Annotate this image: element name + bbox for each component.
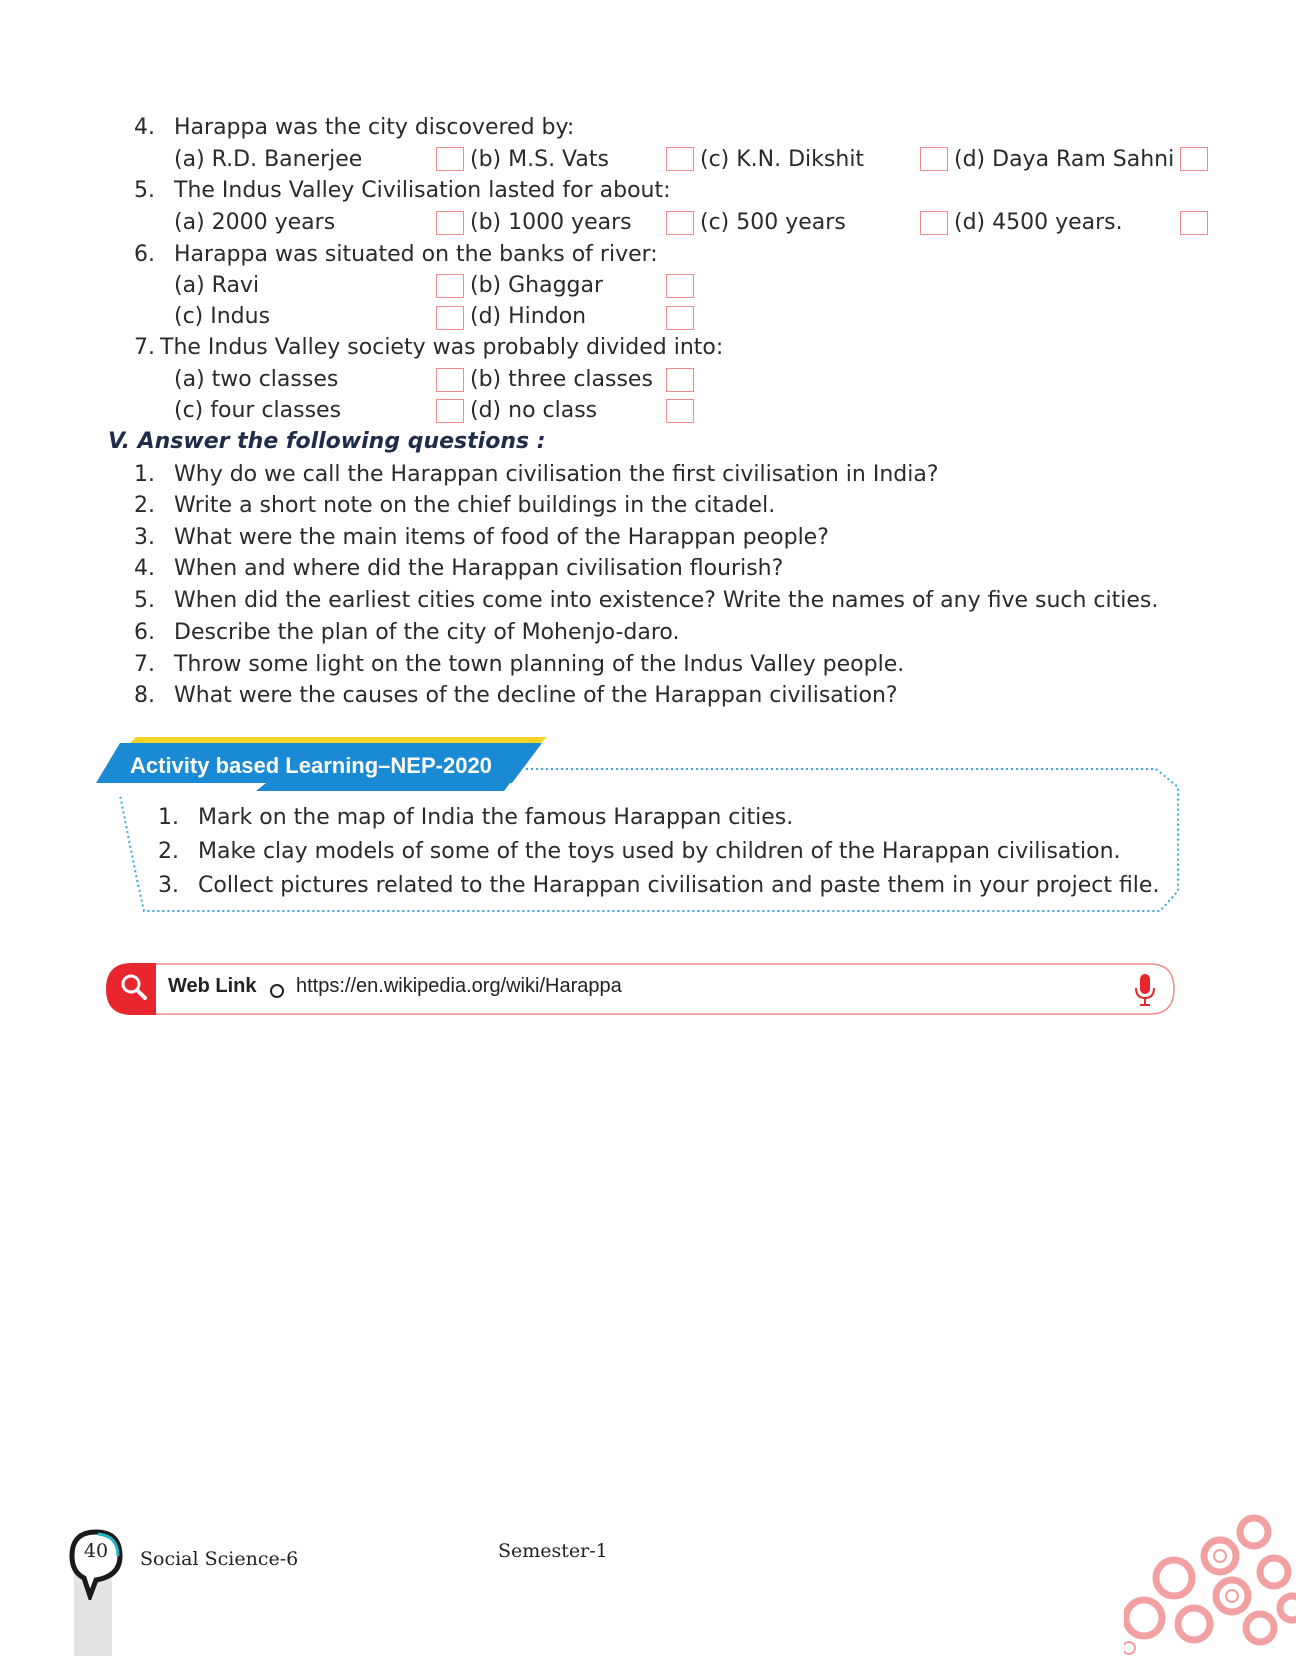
section-v-q1-number: 1.: [134, 462, 155, 487]
question-7-option-d: (d) no class: [470, 398, 598, 423]
section-v-q2-number: 2.: [134, 493, 155, 518]
decorative-circles: [1124, 1512, 1296, 1656]
activity-item-1-number: 1.: [158, 805, 179, 830]
activity-item-3-text: Collect pictures related to the Harappan civilisation and paste them in your project file.: [198, 873, 1160, 898]
activity-item-2-text: Make clay models of some of the toys used by children of the Harappan civilisation.: [198, 839, 1121, 864]
question-7-text: The Indus Valley society was probably divided into:: [160, 335, 724, 360]
question-4-checkbox-a[interactable]: [436, 147, 464, 171]
activity-title: Activity based Learning–NEP-2020: [130, 753, 492, 778]
question-6-text: Harappa was situated on the banks of river:: [174, 242, 658, 267]
question-6-option-c: (c) Indus: [174, 304, 271, 329]
question-6-option-d: (d) Hindon: [470, 304, 587, 329]
question-6-checkbox-d[interactable]: [666, 306, 694, 330]
section-v-q4-number: 4.: [134, 556, 155, 581]
page-number: 40: [83, 1540, 109, 1562]
question-6-checkbox-b[interactable]: [666, 274, 694, 298]
web-link-label: Web Link: [168, 975, 257, 997]
section-v-q7-number: 7.: [134, 652, 155, 677]
web-link-bar[interactable]: [106, 962, 1176, 1016]
activity-item-3-number: 3.: [158, 873, 179, 898]
question-4-option-c: (c) K.N. Dikshit: [700, 147, 865, 172]
question-5-checkbox-d[interactable]: [1180, 211, 1208, 235]
section-v-q4-text: When and where did the Harappan civilisation flourish?: [174, 556, 784, 581]
question-6-option-b: (b) Ghaggar: [470, 273, 604, 298]
question-6-option-a: (a) Ravi: [174, 273, 260, 298]
question-5-option-c: (c) 500 years: [700, 210, 846, 235]
question-5-text: The Indus Valley Civilisation lasted for about:: [174, 178, 671, 203]
question-4-number: 4.: [134, 115, 155, 140]
question-5-number: 5.: [134, 178, 155, 203]
question-7-number: 7.: [134, 335, 155, 360]
question-7-option-b: (b) three classes: [470, 367, 653, 392]
question-5-checkbox-c[interactable]: [920, 211, 948, 235]
section-v-q5-text: When did the earliest cities come into existence? Write the names of any five such cities.: [174, 588, 1159, 613]
section-v-heading: V. Answer the following questions :: [108, 429, 546, 454]
question-6-checkbox-c[interactable]: [436, 306, 464, 330]
question-5-option-a: (a) 2000 years: [174, 210, 336, 235]
question-4-checkbox-b[interactable]: [666, 147, 694, 171]
page-number-badge: [68, 1528, 124, 1600]
question-4-checkbox-c[interactable]: [920, 147, 948, 171]
question-7-option-c: (c) four classes: [174, 398, 342, 423]
activity-item-2-number: 2.: [158, 839, 179, 864]
section-v-q6-number: 6.: [134, 620, 155, 645]
section-v-q3-number: 3.: [134, 525, 155, 550]
question-4-option-b: (b) M.S. Vats: [470, 147, 609, 172]
section-v-q8-number: 8.: [134, 683, 155, 708]
question-5-option-b: (b) 1000 years: [470, 210, 632, 235]
section-v-q3-text: What were the main items of food of the Harappan people?: [174, 525, 829, 550]
question-7-checkbox-a[interactable]: [436, 368, 464, 392]
question-6-number: 6.: [134, 242, 155, 267]
section-v-q2-text: Write a short note on the chief buildings in the citadel.: [174, 493, 776, 518]
question-7-checkbox-c[interactable]: [436, 399, 464, 423]
question-5-checkbox-a[interactable]: [436, 211, 464, 235]
web-link-url[interactable]: https://en.wikipedia.org/wiki/Harappa: [296, 975, 622, 997]
question-4-option-a: (a) R.D. Banerjee: [174, 147, 363, 172]
question-5-checkbox-b[interactable]: [666, 211, 694, 235]
question-7-checkbox-b[interactable]: [666, 368, 694, 392]
question-5-option-d: (d) 4500 years.: [954, 210, 1123, 235]
question-4-checkbox-d[interactable]: [1180, 147, 1208, 171]
section-v-q1-text: Why do we call the Harappan civilisation the first civilisation in India?: [174, 462, 939, 487]
question-7-checkbox-d[interactable]: [666, 399, 694, 423]
section-v-q5-number: 5.: [134, 588, 155, 613]
activity-item-1-text: Mark on the map of India the famous Harappan cities.: [198, 805, 794, 830]
footer-semester: Semester-1: [498, 1540, 608, 1562]
question-4-option-d: (d) Daya Ram Sahni: [954, 147, 1175, 172]
footer-subject: Social Science-6: [140, 1548, 299, 1570]
question-7-option-a: (a) two classes: [174, 367, 339, 392]
bullet-circle-icon: [270, 984, 284, 998]
section-v-q7-text: Throw some light on the town planning of the Indus Valley people.: [174, 652, 905, 677]
question-4-text: Harappa was the city discovered by:: [174, 115, 575, 140]
question-6-checkbox-a[interactable]: [436, 274, 464, 298]
section-v-q8-text: What were the causes of the decline of the Harappan civilisation?: [174, 683, 898, 708]
section-v-q6-text: Describe the plan of the city of Mohenjo-daro.: [174, 620, 680, 645]
